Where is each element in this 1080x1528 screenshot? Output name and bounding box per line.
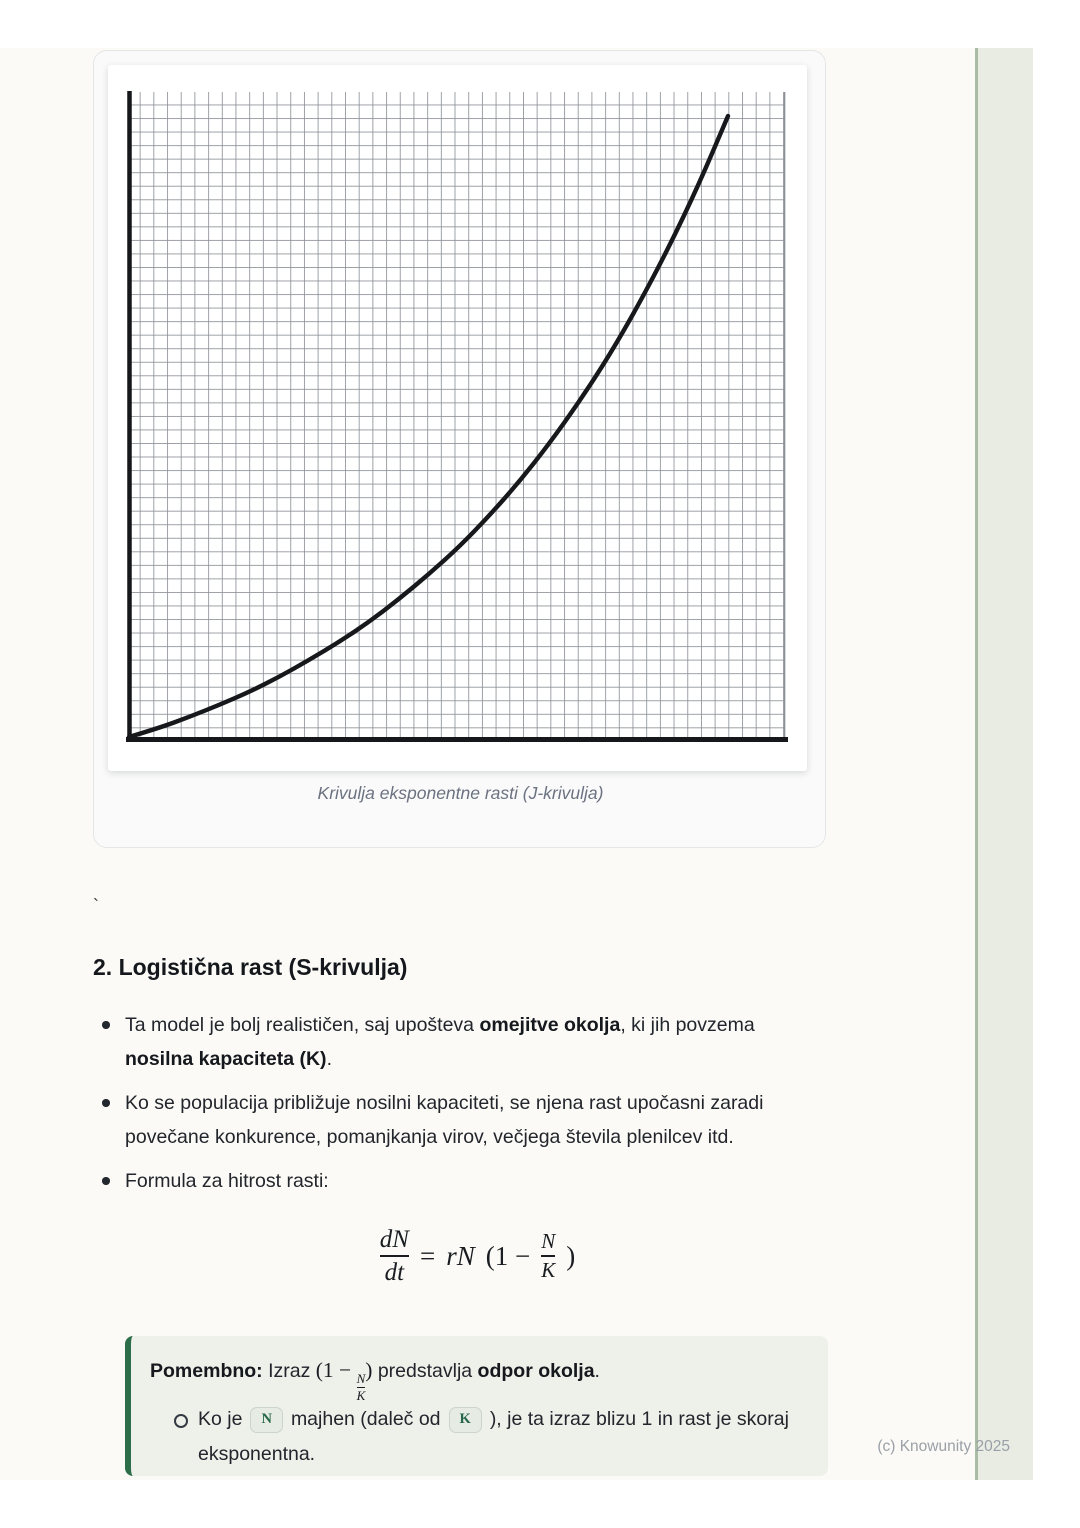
equals-sign: = [419,1240,436,1271]
stray-backtick: ` [93,896,99,916]
fraction-N-K [357,1372,366,1402]
fraction-numerator: N [356,1371,366,1386]
close-paren: ) [365,1358,373,1382]
text-run: predstavlja [372,1360,478,1382]
figure-card [93,50,826,848]
fraction-dN-dt [380,1227,409,1285]
open-paren-term: (1 − [315,1358,357,1382]
rN-term: rN [446,1240,475,1271]
logistic-growth-formula [93,1222,828,1290]
fraction-denominator: K [541,1257,556,1282]
variable-chip-N: N [250,1407,282,1433]
growth-chart-image [108,65,807,771]
callout-sublist [150,1402,804,1472]
bold-run: odpor okolja [477,1360,595,1382]
close-paren: ) [566,1240,576,1271]
text-run: ), je ta izraz blizu 1 in rast je skoraj eksponentna. [198,1408,789,1466]
grid-lines [129,92,785,740]
text-run: Izraz [262,1360,316,1382]
exponential-curve-chart [126,91,788,743]
section-heading: 2. Logistična rast (S-krivulja) [93,954,408,980]
next-page-edge[interactable] [975,48,1033,1480]
fraction-denominator: dt [384,1258,405,1286]
fraction-numerator: N [541,1229,556,1254]
callout-subitem [150,1402,830,1472]
text-run: Ta model je bolj realističen, saj upošteva [125,1014,480,1036]
list-item [93,1164,813,1198]
list-item [93,1008,813,1076]
document-page [0,48,975,1480]
fraction-bar [541,1255,555,1257]
text-run: . [594,1360,600,1382]
bold-run: nosilna kapaciteta (K) [125,1048,327,1070]
fraction-denominator: K [356,1388,366,1404]
callout-title [150,1353,804,1402]
text-run: majhen (daleč od [290,1408,441,1431]
watermark: (c) Knowunity 2025 [877,1438,1010,1455]
text-run: Formula za hitrost rasti: [125,1170,329,1192]
list-item [93,1086,813,1154]
text-run: Ko je [198,1408,243,1431]
bold-run: omejitve okolja [479,1014,621,1036]
text-run: , ki jih povzema [620,1014,755,1036]
page-content [93,50,828,1476]
figure-caption: Krivulja eksponentne rasti (J-krivulja) [317,783,604,803]
text-run: . [326,1048,332,1070]
variable-chip-K: K [449,1407,482,1433]
fraction-bar [380,1255,409,1257]
text-run: Ko se populacija približuje nosilni kapaciteti, se njena rast upočasni zaradi povečane konkurence, pomanjkanja virov, večjega števila plenilcev itd. [125,1092,764,1148]
callout-label: Pomembno: [150,1360,263,1382]
open-paren-term: (1 − [485,1240,531,1271]
fraction-numerator: dN [379,1226,409,1253]
important-callout [125,1336,828,1476]
fraction-N-K [541,1231,555,1281]
inline-math [315,1358,373,1404]
bullet-list [93,1008,828,1198]
